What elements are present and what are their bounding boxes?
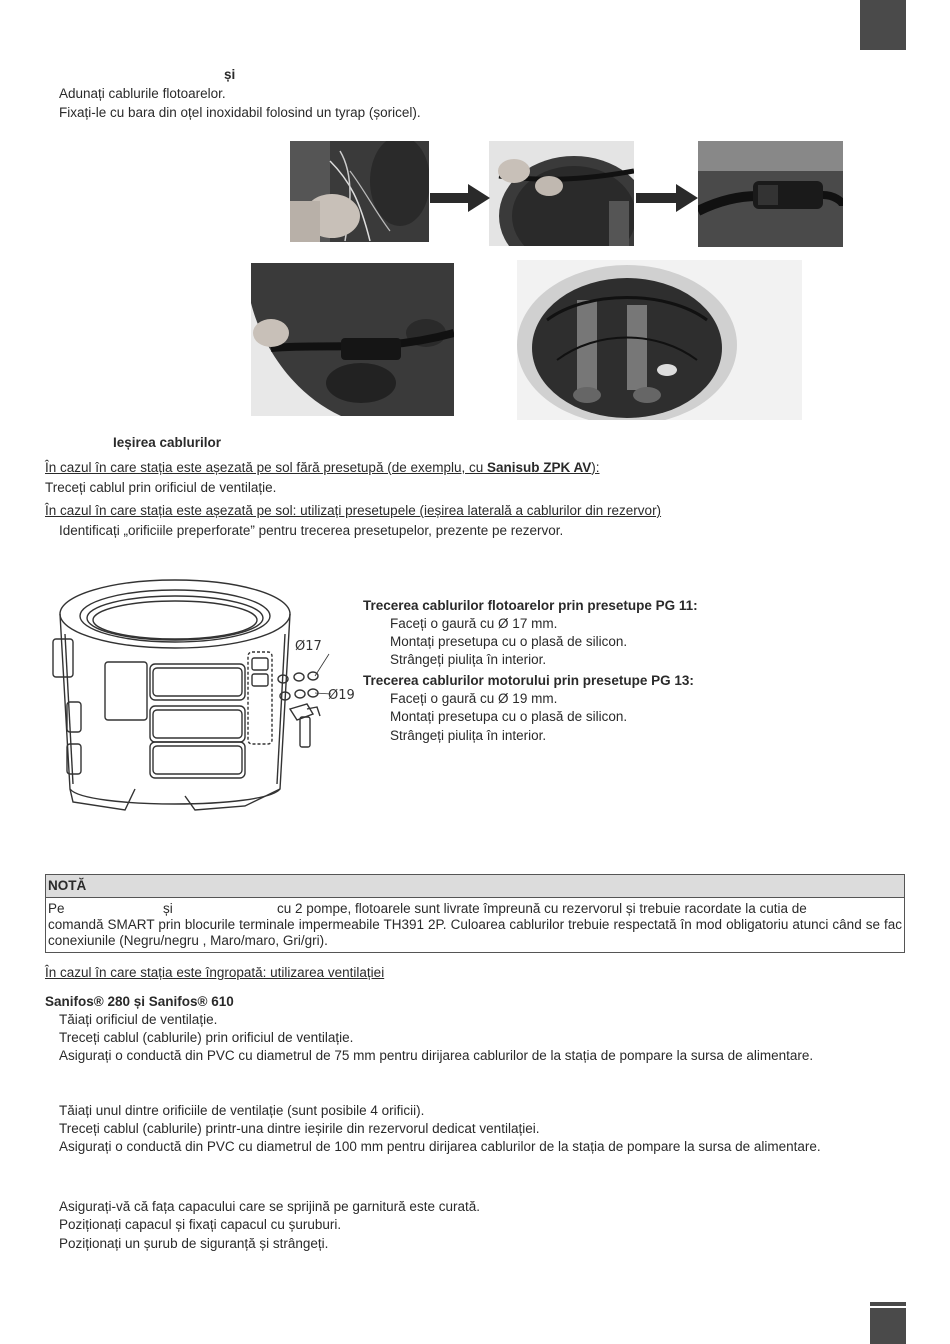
float-step-3: Strângeți piulița în interior. — [390, 652, 547, 667]
note-box — [45, 874, 905, 953]
note-text-rest: comandă SMART prin blocurile terminale impermeabile TH391 2P. Culoarea cablurilor trebuie respectată în mod obligatoriu atunci când se fac conexiunile (Negru/negru , Maro/maro, Gri/gri). — [48, 917, 902, 948]
motor-cables-heading: Trecerea cablurilor motorului prin presetupe PG 13: — [363, 673, 694, 688]
ground-preset-step: Identificați „orificiile preperforate” pentru trecerea presetupelor, prezente pe rezervor. — [59, 523, 564, 538]
sanifos-step-3: Asigurați o conductă din PVC cu diametrul de 75 mm pentru dirijarea cablurilor de la stația de pompare la sursa de alimentare. — [59, 1048, 814, 1063]
float-cables-heading: Trecerea cablurilor flotoarelor prin presetupe PG 11: — [363, 598, 698, 613]
photo-tank-top-view — [517, 260, 802, 420]
photo-connect-cables — [489, 141, 634, 246]
cover-step-3: Poziționați un șurub de siguranță și strângeți. — [59, 1236, 329, 1251]
photo-connector-detail — [698, 141, 843, 247]
second-step-1: Tăiați unul dintre orificiile de ventilație (sunt posibile 4 orificii). — [59, 1103, 425, 1118]
ground-no-preset-step: Treceți cablul prin orificiul de ventilație. — [45, 480, 277, 495]
second-step-3: Asigurați o conductă din PVC cu diametrul de 100 mm pentru dirijarea cablurilor de la stația de pompare la sursa de alimentare. — [59, 1139, 821, 1154]
second-step-2: Treceți cablul (cablurile) printr-una dintre ieșirile din rezervorul dedicat ventilației. — [59, 1121, 540, 1136]
cover-step-2: Poziționați capacul și fixați capacul cu șuruburi. — [59, 1217, 342, 1232]
page-tab-top — [860, 0, 906, 50]
ground-preset-heading: În cazul în care stația este așezată pe sol: utilizați presetupele (ieșirea laterală a cablurilor din rezervor) — [45, 503, 662, 518]
float-step-2: Montați presetupa cu o plasă de silicon. — [390, 634, 628, 649]
label-d19: Ø19 — [328, 688, 355, 703]
arrow-right-icon — [430, 184, 490, 212]
note-word-pe: Pe — [48, 901, 65, 916]
note-header — [46, 875, 904, 898]
sanifos-step-2: Treceți cablul (cablurile) prin orificiul de ventilație. — [59, 1030, 354, 1045]
buried-heading: În cazul în care stația este îngropată: utilizarea ventilației — [45, 965, 385, 980]
sanifos-heading: Sanifos® 280 și Sanifos® 610 — [45, 994, 234, 1009]
label-d17: Ø17 — [295, 639, 322, 654]
product-name: Sanisub ZPK AV — [487, 460, 592, 475]
motor-step-3: Strângeți piulița în interior. — [390, 728, 547, 743]
ground-no-preset-heading: În cazul în care stația este așezată pe sol fără presetupă (de exemplu, cu Sanisub ZPK AV): — [45, 460, 600, 475]
motor-step-2: Montați presetupa cu o plasă de silicon. — [390, 709, 628, 724]
float-step-1: Faceți o gaură cu Ø 17 mm. — [390, 616, 558, 631]
cover-step-1: Asigurați-vă că fața capacului care se sprijină pe garnitură este curată. — [59, 1199, 480, 1214]
photo-gather-cables — [290, 141, 429, 242]
motor-step-1: Faceți o gaură cu Ø 19 mm. — [390, 691, 558, 706]
gather-step-2: Fixați-le cu bara din oțel inoxidabil folosind un tyrap (șoricel). — [59, 105, 421, 120]
cable-exit-heading: Ieșirea cablurilor — [113, 435, 222, 450]
note-title: NOTĂ — [48, 878, 87, 893]
note-body — [48, 901, 902, 949]
note-text-lead: cu 2 pompe, flotoarele sunt livrate împreună cu rezervorul și trebuie racordate la cutia de — [277, 901, 807, 916]
sanifos-step-1: Tăiați orificiul de ventilație. — [59, 1012, 218, 1027]
page-tab-bottom — [870, 1302, 906, 1344]
tank-preset-diagram — [45, 574, 360, 824]
arrow-right-icon — [636, 184, 698, 212]
gather-step-1: Adunați cablurile flotoarelor. — [59, 86, 226, 101]
note-word-si: și — [163, 901, 173, 916]
photo-cables-inside-tank — [251, 263, 454, 416]
section-heading-fragment: și — [224, 67, 236, 82]
